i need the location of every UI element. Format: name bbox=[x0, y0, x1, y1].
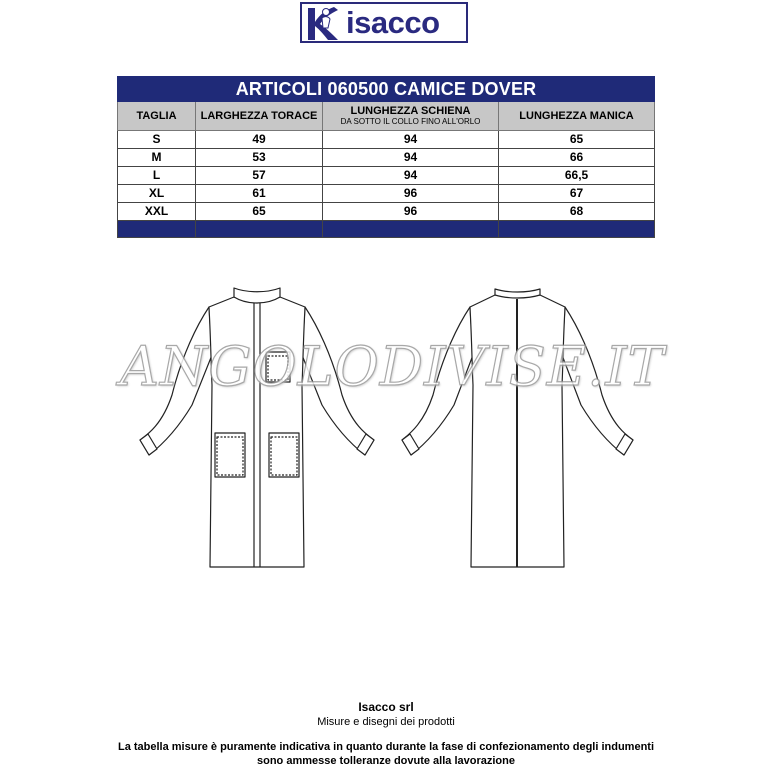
watermark-text: ANGOLODIVISE.IT bbox=[120, 335, 665, 398]
cell-size: XL bbox=[118, 185, 196, 203]
logo-figure-icon bbox=[302, 4, 348, 41]
table-footer-bar bbox=[118, 221, 655, 238]
cell-chest: 61 bbox=[196, 185, 323, 203]
disclaimer bbox=[0, 740, 772, 768]
table-title: ARTICOLI 060500 CAMICE DOVER bbox=[118, 77, 655, 102]
cell-sleeve: 66,5 bbox=[499, 167, 655, 185]
table-row bbox=[118, 149, 655, 167]
header-chest: LARGHEZZA TORACE bbox=[196, 102, 323, 131]
disclaimer-line-2: sono ammesse tolleranze dovute alla lavorazione bbox=[257, 755, 515, 767]
cell-size: M bbox=[118, 149, 196, 167]
cell-back-length: 96 bbox=[323, 203, 499, 221]
disclaimer-line-1: La tabella misure è puramente indicativa in quanto durante la fase di confezionamento degli indumenti bbox=[117, 741, 655, 753]
table-header-row bbox=[118, 102, 655, 131]
size-table bbox=[117, 76, 655, 238]
cell-sleeve: 66 bbox=[499, 149, 655, 167]
cell-size: XXL bbox=[118, 203, 196, 221]
company-name: Isacco srl bbox=[358, 700, 414, 714]
cell-back-length: 96 bbox=[323, 185, 499, 203]
coat-back-drawing bbox=[400, 285, 635, 575]
cell-back-length: 94 bbox=[323, 167, 499, 185]
cell-sleeve: 65 bbox=[499, 131, 655, 149]
header-size: TAGLIA bbox=[118, 102, 196, 131]
cell-chest: 53 bbox=[196, 149, 323, 167]
cell-chest: 49 bbox=[196, 131, 323, 149]
table-title-row bbox=[118, 77, 655, 102]
header-sleeve: LUNGHEZZA MANICA bbox=[499, 102, 655, 131]
table-row bbox=[118, 203, 655, 221]
cell-chest: 65 bbox=[196, 203, 323, 221]
coat-front-drawing bbox=[137, 285, 377, 575]
company-tagline: Misure e disegni dei prodotti bbox=[317, 716, 455, 728]
cell-size: S bbox=[118, 131, 196, 149]
cell-size: L bbox=[118, 167, 196, 185]
cell-sleeve: 67 bbox=[499, 185, 655, 203]
cell-chest: 57 bbox=[196, 167, 323, 185]
brand-logo bbox=[300, 2, 468, 43]
table-row bbox=[118, 185, 655, 203]
table-row bbox=[118, 131, 655, 149]
header-back-length-label: LUNGHEZZA SCHIENA bbox=[350, 105, 471, 117]
header-back-length-note: DA SOTTO IL COLLO FINO ALL'ORLO bbox=[340, 117, 481, 126]
cell-back-length: 94 bbox=[323, 149, 499, 167]
cell-back-length: 94 bbox=[323, 131, 499, 149]
cell-sleeve: 68 bbox=[499, 203, 655, 221]
brand-name: isacco bbox=[346, 5, 440, 40]
table-row bbox=[118, 167, 655, 185]
header-back-length bbox=[323, 102, 499, 131]
